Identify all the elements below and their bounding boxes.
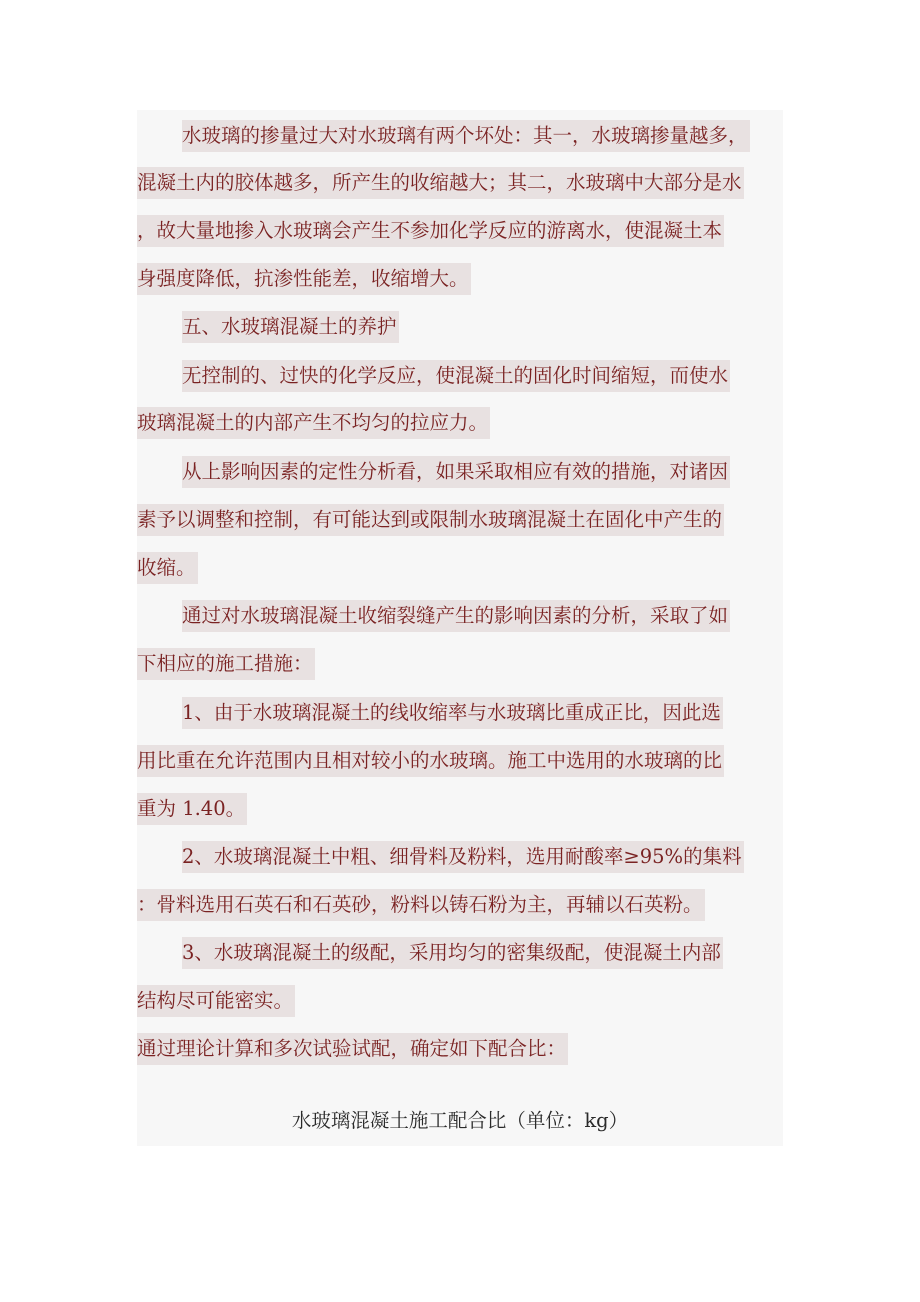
list-item-line: 用比重在允许范围内且相对较小的水玻璃。施工中选用的水玻璃的比 <box>137 745 724 777</box>
table-caption: 水玻璃混凝土施工配合比（单位：kg） <box>291 1109 629 1132</box>
list-item-line: 重为 1.40。 <box>137 793 247 825</box>
paragraph-line: 下相应的施工措施： <box>137 648 315 680</box>
paragraph-line: 从上影响因素的定性分析看，如果采取相应有效的措施，对诸因 <box>182 456 730 488</box>
paragraph-line: 水玻璃的掺量过大对水玻璃有两个坏处：其一，水玻璃掺量越多， <box>182 120 750 152</box>
list-item-line: 2、水玻璃混凝土中粗、细骨料及粉料，选用耐酸率≥95%的集料 <box>182 841 744 873</box>
paragraph-line: 素予以调整和控制，有可能达到或限制水玻璃混凝土在固化中产生的 <box>137 504 724 536</box>
paragraph-line: 通过理论计算和多次试验试配，确定如下配合比： <box>137 1033 568 1065</box>
paragraph-line: 身强度降低，抗渗性能差，收缩增大。 <box>137 263 471 295</box>
section-heading: 五、水玻璃混凝土的养护 <box>182 311 399 343</box>
paragraph-line: 无控制的、过快的化学反应，使混凝土的固化时间缩短，而使水 <box>182 360 730 392</box>
list-item-line: 3、水玻璃混凝土的级配，采用均匀的密集级配，使混凝土内部 <box>182 937 723 969</box>
paragraph-line: 混凝土内的胶体越多，所产生的收缩越大；其二，水玻璃中大部分是水 <box>137 167 744 199</box>
paragraph-line: 通过对水玻璃混凝土收缩裂缝产生的影响因素的分析，采取了如 <box>182 600 730 632</box>
list-item-line: 结构尽可能密实。 <box>137 985 295 1017</box>
paragraph-line: 玻璃混凝土的内部产生不均匀的拉应力。 <box>137 407 490 439</box>
paragraph-line: ，故大量地掺入水玻璃会产生不参加化学反应的游离水，使混凝土本 <box>137 215 724 247</box>
list-item-line: ：骨料选用石英石和石英砂，粉料以铸石粉为主，再辅以石英粉。 <box>137 889 705 921</box>
paragraph-line: 收缩。 <box>137 552 198 584</box>
list-item-line: 1、由于水玻璃混凝土的线收缩率与水玻璃比重成正比，因此选 <box>182 697 723 729</box>
